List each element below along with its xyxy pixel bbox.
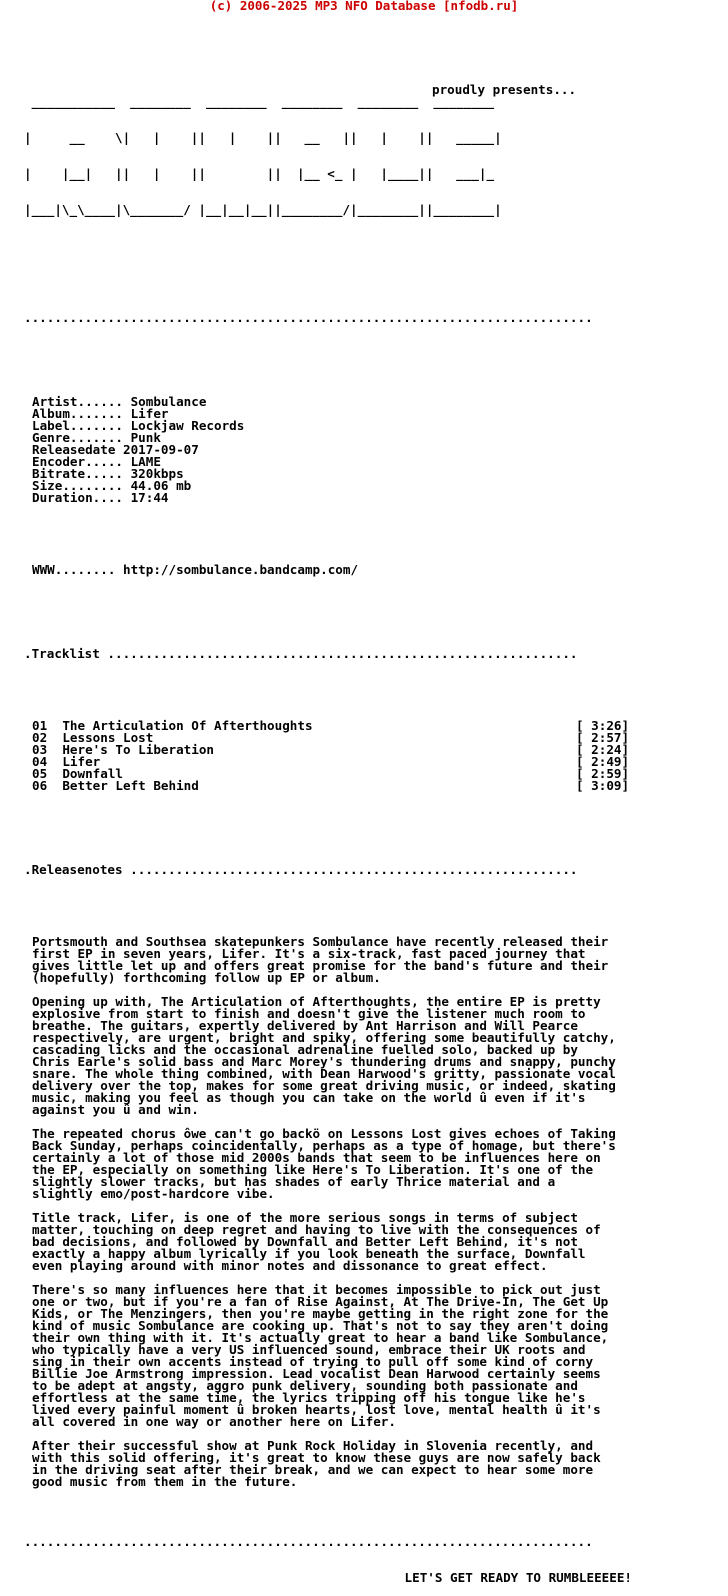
notes-line: explosive from start to finish and doesn't give the listener much room to xyxy=(32,1006,586,1021)
www-line xyxy=(24,564,724,576)
track-duration: [ 3:09] xyxy=(576,778,630,793)
spacer xyxy=(24,36,724,48)
spacer xyxy=(24,1116,724,1128)
notes-line: Back Sunday, perhaps coincidentally, perhaps as a type of homage, but there's xyxy=(32,1138,616,1153)
notes-line: There's so many influences here that it becomes impossible to pick out just xyxy=(32,1282,601,1297)
notes-line: with this solid offering, it's great to know these guys are now safely back xyxy=(32,1450,601,1465)
footer-divider: ........................................................................... xyxy=(24,1534,593,1549)
info-value: LAME xyxy=(130,454,161,469)
spacer xyxy=(24,1428,724,1440)
notes-line: slightly slower tracks, but has shades of early Thrice material and a xyxy=(32,1174,556,1189)
spacer xyxy=(24,1200,724,1212)
notes-line: Title track, Lifer, is one of the more serious songs in terms of subject xyxy=(32,1210,578,1225)
notes-line: Billie Joe Armstrong impression. Lead vocalist Dean Harwood certainly seems xyxy=(32,1366,601,1381)
spacer xyxy=(24,684,724,696)
track-number: 02 xyxy=(32,730,48,745)
track-number: 05 xyxy=(32,766,48,781)
notes-line: good music from them in the future. xyxy=(32,1474,298,1489)
notes-paragraph xyxy=(24,996,724,1128)
info-label: Artist...... xyxy=(32,394,123,409)
notes-line: respectively, are urgent, bright and spiky, offering some beautifully catchy, xyxy=(32,1030,616,1045)
logo-line: | |__| || | || || |__ <_ | |____|| ___|_ xyxy=(24,166,495,181)
info-label: Duration.... xyxy=(32,490,123,505)
info-label: Encoder..... xyxy=(32,454,123,469)
tracklist xyxy=(24,720,724,792)
notes-line: certainly a lot of those mid 2000s bands that seem to be influences here on xyxy=(32,1150,601,1165)
divider: ........................................................................... xyxy=(24,310,593,325)
info-label: Album....... xyxy=(32,406,123,421)
releasenotes-heading: .Releasenotes ........................................................... xyxy=(24,862,578,877)
notes-line: effortless at the same time, the lyrics tripping off his tongue like he's xyxy=(32,1390,586,1405)
logo-line: ___________ ________ ________ ________ ________ ________ xyxy=(24,94,495,109)
track-duration: [ 2:57] xyxy=(576,730,630,745)
track-duration: [ 2:59] xyxy=(576,766,630,781)
notes-paragraph xyxy=(24,1212,724,1284)
track-duration: [ 2:49] xyxy=(576,754,630,769)
spacer xyxy=(24,276,724,288)
track-title: Lessons Lost xyxy=(62,730,154,745)
notes-line: all covered in one way or another here on Lifer. xyxy=(32,1414,396,1429)
track-title: Better Left Behind xyxy=(62,778,199,793)
track-number: 03 xyxy=(32,742,48,757)
notes-line: Portsmouth and Southsea skatepunkers Sombulance have recently released their xyxy=(32,934,609,949)
spacer xyxy=(24,528,724,540)
www-url[interactable]: http://sombulance.bandcamp.com/ xyxy=(123,562,359,577)
info-label: Label....... xyxy=(32,418,123,433)
info-value: Sombulance xyxy=(130,394,207,409)
notes-paragraph xyxy=(24,1440,724,1500)
info-label: Bitrate..... xyxy=(32,466,123,481)
notes-line: The repeated chorus ôwe can't go backö on Lessons Lost gives echoes of Taking xyxy=(32,1126,616,1141)
ascii-logo xyxy=(24,72,724,252)
notes-line: in the driving seat after their break, and we can expect to hear some more xyxy=(32,1462,594,1477)
notes-line: even playing around with minor notes and dissonance to great effect. xyxy=(32,1258,548,1273)
notes-line: who typically have a very US influenced sound, embrace their UK roots and xyxy=(32,1342,586,1357)
notes-line: to be adept at angsty, aggro punk delivery, sounding both passionate and xyxy=(32,1378,578,1393)
nfo-document xyxy=(24,12,724,1596)
track-title: Downfall xyxy=(62,766,124,781)
notes-line: one or two, but if you're a fan of Rise Against, At The Drive-In, The Get Up xyxy=(32,1294,609,1309)
notes-line: cascading licks and the occasional adrenaline fuelled solo, backed up by xyxy=(32,1042,578,1057)
notes-line: first EP in seven years, Lifer. It's a six-track, fast paced journey that xyxy=(32,946,586,961)
info-label: Genre....... xyxy=(32,430,123,445)
notes-paragraph xyxy=(24,1128,724,1212)
notes-line: (hopefully) forthcoming follow up EP or album. xyxy=(32,970,381,985)
info-label: Releasedate xyxy=(32,442,116,457)
info-row xyxy=(24,492,724,504)
notes-line: After their successful show at Punk Rock Holiday in Slovenia recently, and xyxy=(32,1438,594,1453)
tagline: proudly presents... xyxy=(432,82,577,97)
releasenotes xyxy=(24,936,724,1500)
track-title: Here's To Liberation xyxy=(62,742,214,757)
notes-line: Opening up with, The Articulation of Afterthoughts, the entire EP is pretty xyxy=(32,994,601,1009)
notes-line: against you û and win. xyxy=(32,1102,199,1117)
notes-line: lived every painful moment û broken hearts, lost love, mental health û it's xyxy=(32,1402,601,1417)
track-number: 04 xyxy=(32,754,48,769)
tracklist-heading: .Tracklist .............................................................. xyxy=(24,646,578,661)
notes-line: kind of music Sombulance are cooking up. That's not to say they aren't doing xyxy=(32,1318,609,1333)
notes-line: bad decisions, and followed by Downfall and Better Left Behind, it's not xyxy=(32,1234,578,1249)
notes-line: Kids, or The Menzingers, then you're maybe getting in the right zone for the xyxy=(32,1306,609,1321)
notes-paragraph xyxy=(24,936,724,996)
info-value: 2017-09-07 xyxy=(123,442,199,457)
notes-line: music, making you feel as though you can take on the world û even if it's xyxy=(32,1090,586,1105)
notes-line: their own thing with it. It's actually great to hear a band like Sombulance, xyxy=(32,1330,609,1345)
info-value: Lockjaw Records xyxy=(130,418,245,433)
info-value: 17:44 xyxy=(130,490,169,505)
spacer xyxy=(24,816,724,828)
spacer xyxy=(24,900,724,912)
notes-line: gives little let up and offers great promise for the band's future and their xyxy=(32,958,609,973)
notes-line: the EP, especially on something like Here's To Liberation. It's one of the xyxy=(32,1162,594,1177)
info-value: 320kbps xyxy=(130,466,184,481)
footer-tagline: LET'S GET READY TO RUMBLEEEEE! xyxy=(404,1570,632,1585)
logo-line: |___|\_\____|\_______/ |__|__|__||________/|________||________| xyxy=(24,202,502,217)
spacer xyxy=(24,600,724,612)
copyright-header: (c) 2006-2025 MP3 NFO Database [nfodb.ru] xyxy=(209,0,519,13)
logo-line: | __ \| | || | || __ || | || _____| xyxy=(24,130,502,145)
www-label: WWW........ xyxy=(32,562,116,577)
info-value: Punk xyxy=(130,430,161,445)
track-number: 06 xyxy=(32,778,48,793)
info-label: Size........ xyxy=(32,478,123,493)
track-duration: [ 3:26] xyxy=(576,718,630,733)
notes-line: sing in their own accents instead of trying to pull off some kind of corny xyxy=(32,1354,594,1369)
notes-line: matter, touching on deep regret and having to live with the consequences of xyxy=(32,1222,601,1237)
spacer xyxy=(24,1488,724,1500)
notes-line: Chris Earle's solid bass and Marc Morey's thundering drums and snappy, punchy xyxy=(32,1054,616,1069)
track-row xyxy=(24,780,724,792)
info-value: 44.06 mb xyxy=(130,478,192,493)
info-value: Lifer xyxy=(130,406,169,421)
notes-line: snare. The whole thing combined, with Dean Harwood's gritty, passionate vocal xyxy=(32,1066,616,1081)
notes-line: breathe. The guitars, expertly delivered by Ant Harrison and Will Pearce xyxy=(32,1018,578,1033)
spacer xyxy=(24,348,724,360)
track-title: The Articulation Of Afterthoughts xyxy=(62,718,313,733)
notes-line: exactly a happy album lyrically if you look beneath the surface, Downfall xyxy=(32,1246,586,1261)
track-title: Lifer xyxy=(62,754,101,769)
spacer xyxy=(24,1272,724,1284)
release-info xyxy=(24,396,724,504)
notes-line: slightly emo/post-hardcore vibe. xyxy=(32,1186,275,1201)
track-duration: [ 2:24] xyxy=(576,742,630,757)
notes-line: delivery over the top, makes for some great driving music, or indeed, skating xyxy=(32,1078,616,1093)
track-number: 01 xyxy=(32,718,48,733)
notes-paragraph xyxy=(24,1284,724,1440)
